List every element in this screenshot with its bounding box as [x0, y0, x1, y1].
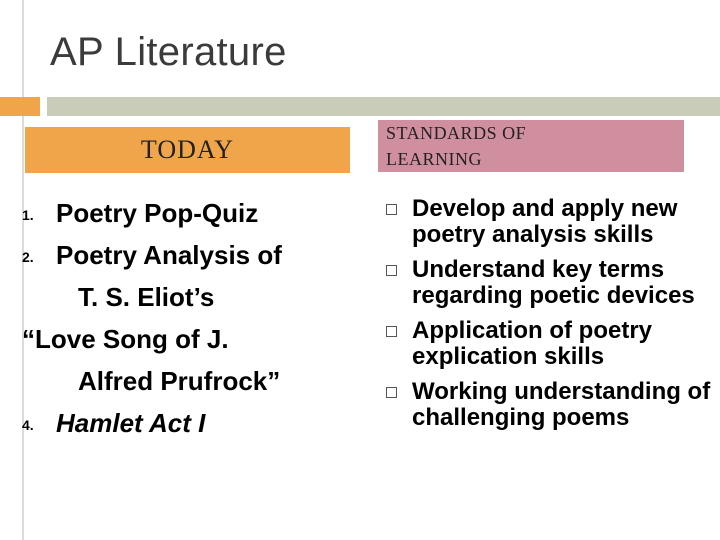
today-item-hamlet — [22, 402, 352, 444]
standards-header-line1: STANDARDS OF — [386, 123, 527, 143]
accent-bar-orange — [0, 97, 40, 116]
today-item-line: “Love Song of J. — [22, 324, 229, 354]
today-item-text: Poetry Analysis of — [56, 240, 282, 270]
list-item — [386, 257, 716, 309]
slide-title: AP Literature — [50, 30, 287, 74]
today-item-line: T. S. Eliot’s — [78, 282, 215, 312]
accent-bar-gray — [47, 97, 720, 116]
standards-item-text: Working understanding of challenging poems — [412, 378, 711, 431]
standards-header — [378, 120, 684, 172]
today-item-analysis — [22, 234, 352, 276]
list-number: 2. — [22, 249, 34, 265]
standards-item-text: Understand key terms regarding poetic devices — [412, 256, 695, 309]
list-item — [386, 196, 716, 248]
today-item-text: Poetry Pop-Quiz — [56, 198, 259, 228]
today-item-line: Alfred Prufrock” — [78, 366, 281, 396]
list-item — [386, 379, 716, 431]
today-item-text: Hamlet Act I — [56, 408, 206, 438]
standards-item-text: Application of poetry explication skills — [412, 317, 652, 370]
today-list — [22, 192, 352, 444]
list-number: 4. — [22, 417, 34, 433]
list-number: 1. — [22, 207, 34, 223]
square-bullet-icon — [386, 204, 397, 215]
square-bullet-icon — [386, 387, 397, 398]
standards-list — [386, 196, 716, 440]
today-item-quiz — [22, 192, 352, 234]
standards-item-text: Develop and apply new poetry analysis skills — [412, 195, 678, 248]
square-bullet-icon — [386, 326, 397, 337]
square-bullet-icon — [386, 265, 397, 276]
standards-header-line2: LEARNING — [386, 149, 482, 169]
list-item — [386, 318, 716, 370]
today-header: TODAY — [25, 127, 350, 173]
